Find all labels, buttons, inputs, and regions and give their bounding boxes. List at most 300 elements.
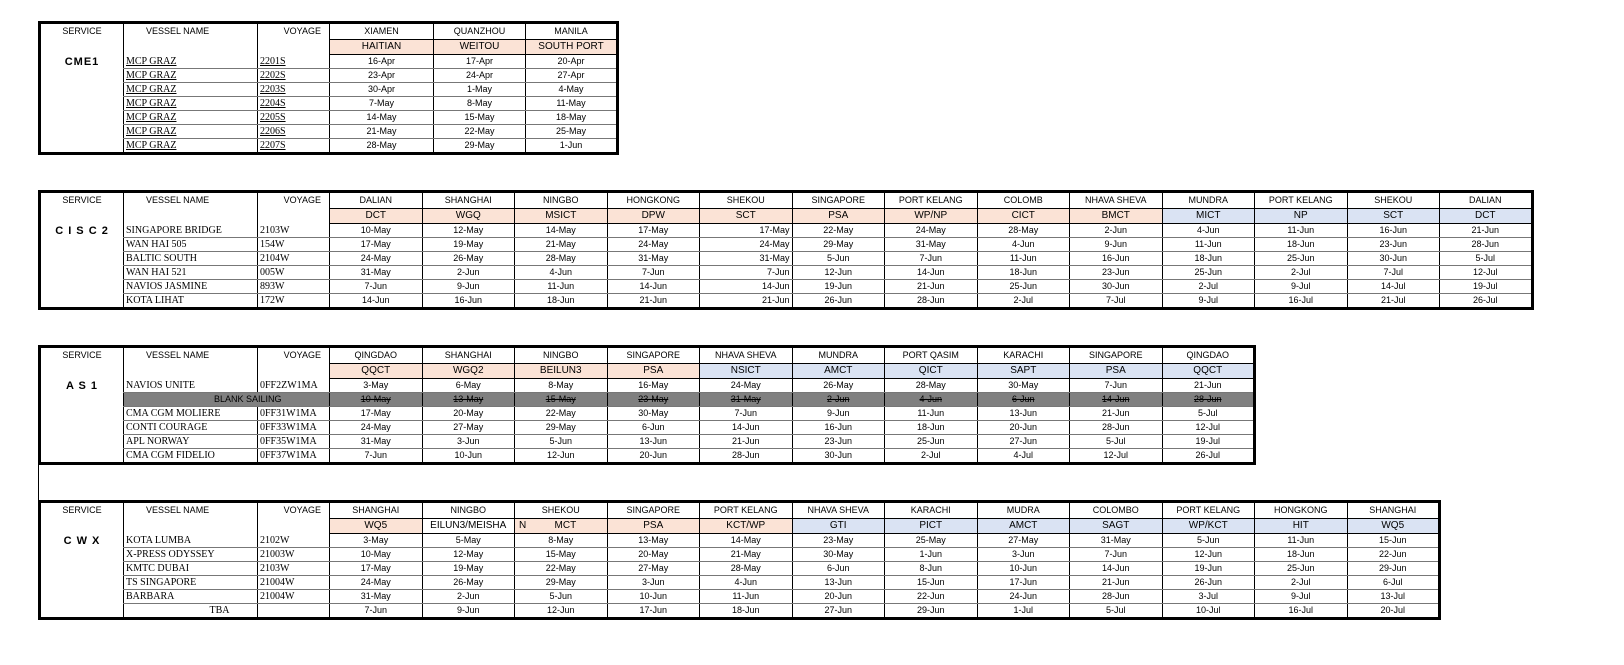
terminal-label: WEITOU [459, 41, 500, 52]
eta-date: 12-Jun [1162, 548, 1255, 562]
service-header: SERVICE [40, 502, 124, 534]
terminal-name [1162, 209, 1255, 224]
terminal-label: PSA [643, 365, 664, 376]
vessel-row [40, 294, 1533, 309]
eta-date: 17-May [607, 224, 700, 238]
eta-date: 29-May [434, 139, 526, 154]
eta-date: 14-Jun [1070, 393, 1163, 407]
voyage-number: 21003W [258, 548, 330, 562]
eta-date: 28-May [977, 224, 1070, 238]
vessel-name: X-PRESS ODYSSEY [124, 548, 258, 562]
eta-date: 5-Jul [1162, 407, 1255, 421]
vessel-name: MCP GRAZ [124, 125, 258, 139]
eta-date: 22-May [792, 224, 885, 238]
eta-date: 17-Apr [434, 55, 526, 69]
eta-date: 25-May [526, 125, 618, 139]
eta-date: 18-Jun [1162, 252, 1255, 266]
terminal-label: BMCT [1101, 210, 1130, 221]
eta-date: 5-Jun [515, 590, 608, 604]
eta-date: 12-Jul [1070, 449, 1163, 464]
port-name: QINGDAO [330, 347, 423, 364]
eta-date: 2-Jun [1070, 224, 1163, 238]
eta-date: 19-Jul [1162, 435, 1255, 449]
eta-date: 20-May [607, 548, 700, 562]
voyage-number: 2103W [258, 562, 330, 576]
port-name: DALIAN [330, 192, 423, 209]
terminal-label: WQ5 [1381, 520, 1405, 531]
eta-date: 13-Jun [977, 407, 1070, 421]
terminal-name [330, 209, 423, 224]
terminal-name [700, 364, 793, 379]
vessel-row [40, 379, 1255, 393]
vessel-row [40, 449, 1255, 464]
eta-date: 24-May [330, 576, 423, 590]
eta-date: 28-Jun [1070, 421, 1163, 435]
eta-date: 3-May [330, 534, 423, 548]
eta-date: 6-May [422, 379, 515, 393]
eta-date: 14-Jun [885, 266, 978, 280]
eta-date: 12-Jun [515, 604, 608, 619]
port-name: SHEKOU [515, 502, 608, 519]
eta-date: 12-Jun [792, 266, 885, 280]
eta-date: 30-May [977, 379, 1070, 393]
eta-date: 18-Jun [885, 421, 978, 435]
vessel-row [40, 139, 618, 154]
eta-date: 31-May [330, 435, 423, 449]
eta-date: 28-Jun [700, 449, 793, 464]
eta-date: 21-May [515, 238, 608, 252]
eta-date: 12-Jun [515, 449, 608, 464]
terminal-label: NSICT [730, 365, 761, 376]
eta-date: 23-May [607, 393, 700, 407]
eta-date: 20-Jun [792, 590, 885, 604]
eta-date: 22-Jun [1347, 548, 1440, 562]
vessel-row [40, 435, 1255, 449]
eta-date: 28-Jun [1162, 393, 1255, 407]
vessel-name: SINGAPORE BRIDGE [124, 224, 258, 238]
eta-date: 30-Jun [1347, 252, 1440, 266]
service-header: SERVICE [40, 23, 124, 55]
eta-date: 11-Jun [1255, 534, 1348, 548]
eta-date: 11-Jun [977, 252, 1070, 266]
eta-date: 24-May [330, 421, 423, 435]
eta-date: 6-Jul [1347, 576, 1440, 590]
eta-date: 30-May [792, 548, 885, 562]
eta-date: 7-Jul [1347, 266, 1440, 280]
terminal-name [792, 209, 885, 224]
eta-date: 2-Jun [422, 590, 515, 604]
eta-date: 16-Jul [1255, 294, 1348, 309]
eta-date: 12-May [422, 224, 515, 238]
eta-date: 5-Jun [1162, 534, 1255, 548]
vessel-name: KOTA LIHAT [124, 294, 258, 309]
terminal-name [515, 209, 608, 224]
eta-date: 21-Jul [1347, 294, 1440, 309]
eta-date: 19-May [422, 238, 515, 252]
eta-date: 13-Jun [792, 576, 885, 590]
terminal-label: WGQ [455, 210, 481, 221]
eta-date: 10-May [330, 548, 423, 562]
eta-date: 17-Jun [607, 604, 700, 619]
schedule-table-cwx [38, 500, 1441, 620]
eta-date: 27-May [977, 534, 1070, 548]
vessel-row [40, 252, 1533, 266]
eta-date: 13-May [422, 393, 515, 407]
eta-date: 14-May [515, 224, 608, 238]
port-name: PORT QASIM [885, 347, 978, 364]
eta-date: 10-May [330, 224, 423, 238]
eta-date: 29-May [792, 238, 885, 252]
vessel-name: CONTI COURAGE [124, 421, 258, 435]
eta-date: 25-Jun [1255, 562, 1348, 576]
terminal-label: WP/NP [914, 210, 948, 221]
eta-date: 7-Jun [607, 266, 700, 280]
terminal-name [330, 40, 434, 55]
port-name: SHANGHAI [330, 502, 423, 519]
eta-date: 20-Jun [977, 421, 1070, 435]
vessel-row [40, 548, 1440, 562]
port-name: SINGAPORE [1070, 347, 1163, 364]
eta-date: 5-Jun [515, 435, 608, 449]
eta-date: 15-May [515, 548, 608, 562]
eta-date: 31-May [700, 393, 793, 407]
eta-date: 15-Jun [1347, 534, 1440, 548]
eta-date: 28-Jun [1440, 238, 1533, 252]
terminal-label: DCT [1474, 210, 1496, 221]
eta-date: 21-Jun [1070, 407, 1163, 421]
service-code: A S 1 [40, 379, 124, 464]
terminal-name [607, 519, 700, 534]
vessel-name-header: VESSEL NAME [124, 502, 258, 534]
terminal-name [885, 209, 978, 224]
terminal-name [607, 364, 700, 379]
eta-date: 17-May [330, 407, 423, 421]
eta-date: 21-Jun [1162, 379, 1255, 393]
terminal-label: PSA [828, 210, 849, 221]
eta-date: 3-Jun [977, 548, 1070, 562]
terminal-name [700, 209, 793, 224]
eta-date: 14-May [700, 534, 793, 548]
terminal-name [1255, 519, 1348, 534]
service-code: CME1 [40, 55, 124, 154]
eta-date: 30-Jun [1070, 280, 1163, 294]
eta-date: 3-Jun [607, 576, 700, 590]
eta-date: 11-Jun [515, 280, 608, 294]
voyage-number: 2104W [258, 252, 330, 266]
terminal-label: NP [1293, 210, 1308, 221]
terminal-label: GTI [829, 520, 847, 531]
eta-date: 2-Jun [422, 266, 515, 280]
vessel-row [40, 266, 1533, 280]
voyage-header: VOYAGE [258, 502, 330, 534]
eta-date: 24-May [607, 238, 700, 252]
voyage-number: 0FF35W1MA [258, 435, 330, 449]
eta-date: 3-Jun [422, 435, 515, 449]
eta-date: 4-Jun [885, 393, 978, 407]
voyage-number: 2202S [258, 69, 330, 83]
port-name: COLOMBO [1070, 502, 1163, 519]
eta-date: 11-Jun [700, 590, 793, 604]
terminal-name [434, 40, 526, 55]
voyage-number: 2103W [258, 224, 330, 238]
eta-date: 26-May [792, 379, 885, 393]
terminal-name [526, 40, 618, 55]
eta-date: 15-May [515, 393, 608, 407]
eta-date: 21-Jun [700, 435, 793, 449]
eta-date: 27-Jun [792, 604, 885, 619]
eta-date: 5-Jul [1070, 604, 1163, 619]
terminal-name [792, 519, 885, 534]
vessel-name-header: VESSEL NAME [124, 347, 258, 379]
header-row [40, 23, 618, 40]
port-name: NHAVA SHEVA [1070, 192, 1163, 209]
eta-date: 5-Jul [1440, 252, 1533, 266]
vessel-row [40, 407, 1255, 421]
eta-date: 10-Jun [607, 590, 700, 604]
eta-date: 5-Jul [1070, 435, 1163, 449]
eta-date: 24-Apr [434, 69, 526, 83]
eta-date: 18-Jun [1255, 238, 1348, 252]
terminal-prefix: N [519, 520, 527, 531]
port-name: COLOMB [977, 192, 1070, 209]
voyage-number: 172W [258, 294, 330, 309]
eta-date: 19-Jul [1440, 280, 1533, 294]
port-name: NINGBO [515, 347, 608, 364]
terminal-label: WGQ2 [452, 365, 484, 376]
voyage-number: 0FF2ZW1MA [258, 379, 330, 393]
eta-date: 31-May [885, 238, 978, 252]
terminal-name [422, 209, 515, 224]
terminal-name [515, 364, 608, 379]
voyage-number: 893W [258, 280, 330, 294]
eta-date: 18-Jun [515, 294, 608, 309]
terminal-name [422, 364, 515, 379]
terminal-label: PSA [643, 520, 664, 531]
eta-date: 8-Jun [885, 562, 978, 576]
eta-date: 31-May [1070, 534, 1163, 548]
terminal-name [977, 364, 1070, 379]
eta-date: 2-Jul [885, 449, 978, 464]
eta-date: 25-Jun [1162, 266, 1255, 280]
eta-date: 17-May [330, 238, 423, 252]
eta-date: 11-Jun [885, 407, 978, 421]
eta-date: 4-May [526, 83, 618, 97]
schedule-table-as1 [38, 345, 1256, 465]
terminal-name [977, 519, 1070, 534]
eta-date: 7-Jun [885, 252, 978, 266]
vessel-row [40, 55, 618, 69]
eta-date: 21-Jun [1440, 224, 1533, 238]
divider-line [38, 460, 39, 500]
eta-date: 13-May [607, 534, 700, 548]
terminal-label: PICT [919, 520, 943, 531]
eta-date: 28-May [330, 139, 434, 154]
eta-date: 7-Jun [700, 266, 793, 280]
terminal-label: KCT/WP [726, 520, 766, 531]
terminal-label: PSA [1105, 365, 1126, 376]
eta-date: 9-Jun [792, 407, 885, 421]
eta-date: 19-May [422, 562, 515, 576]
terminal-name [1162, 364, 1255, 379]
terminal-label: DCT [365, 210, 387, 221]
terminal-label: DPW [641, 210, 665, 221]
terminal-label: AMCT [1009, 520, 1038, 531]
eta-date: 10-May [330, 393, 423, 407]
terminal-label: QQCT [1193, 365, 1223, 376]
voyage-number: 2205S [258, 111, 330, 125]
service-code: C W X [40, 534, 124, 619]
vessel-name: APL NORWAY [124, 435, 258, 449]
port-name: KARACHI [977, 347, 1070, 364]
vessel-name: WAN HAI 521 [124, 266, 258, 280]
eta-date: 30-Jun [792, 449, 885, 464]
vessel-name: CMA CGM MOLIERE [124, 407, 258, 421]
port-name: MUNDRA [1162, 192, 1255, 209]
eta-date: 15-May [434, 111, 526, 125]
vessel-row [40, 534, 1440, 548]
port-name: PORT KELANG [1162, 502, 1255, 519]
header-row [40, 502, 1440, 519]
voyage-header: VOYAGE [258, 23, 330, 55]
terminal-name [700, 519, 793, 534]
vessel-name: MCP GRAZ [124, 83, 258, 97]
eta-date: 2-Jul [1162, 280, 1255, 294]
vessel-name: MCP GRAZ [124, 55, 258, 69]
terminal-label: SCT [1383, 210, 1404, 221]
eta-date: 10-Jun [977, 562, 1070, 576]
eta-date: 24-Jun [977, 590, 1070, 604]
eta-date: 21-May [330, 125, 434, 139]
terminal-label: CICT [1011, 210, 1035, 221]
eta-date: 11-Jun [1162, 238, 1255, 252]
terminal-name [1255, 209, 1348, 224]
eta-date: 2-Jun [792, 393, 885, 407]
eta-date: 4-Jun [1162, 224, 1255, 238]
vessel-name: KOTA LUMBA [124, 534, 258, 548]
vessel-name-header: VESSEL NAME [124, 23, 258, 55]
terminal-name [607, 209, 700, 224]
eta-date: 20-Jun [607, 449, 700, 464]
eta-date: 10-Jun [422, 449, 515, 464]
eta-date: 7-May [330, 97, 434, 111]
voyage-number: 2201S [258, 55, 330, 69]
eta-date: 8-May [434, 97, 526, 111]
eta-date: 16-Apr [330, 55, 434, 69]
eta-date: 14-May [330, 111, 434, 125]
eta-date: 14-Jun [330, 294, 423, 309]
terminal-name [885, 519, 978, 534]
port-name: HONGKONG [607, 192, 700, 209]
vessel-row [40, 224, 1533, 238]
eta-date: 9-Jun [1070, 238, 1163, 252]
port-name: PORT KELANG [700, 502, 793, 519]
eta-date: 12-Jul [1440, 266, 1533, 280]
eta-date: 4-Jun [700, 576, 793, 590]
terminal-name [515, 519, 608, 534]
vessel-row [40, 69, 618, 83]
eta-date: 23-Jun [792, 435, 885, 449]
voyage-number: 0FF33W1MA [258, 421, 330, 435]
eta-date: 7-Jun [700, 407, 793, 421]
vessel-row [40, 83, 618, 97]
port-name: DALIAN [1440, 192, 1533, 209]
voyage-number: 21004W [258, 590, 330, 604]
vessel-row [40, 562, 1440, 576]
terminal-label: WP/KCT [1188, 520, 1228, 531]
eta-date: 9-Jul [1162, 294, 1255, 309]
terminal-name [792, 364, 885, 379]
header-row [40, 347, 1255, 364]
vessel-row [40, 111, 618, 125]
vessel-name: MCP GRAZ [124, 69, 258, 83]
voyage-header: VOYAGE [258, 192, 330, 224]
eta-date: 26-Jun [1162, 576, 1255, 590]
eta-date: 7-Jun [330, 604, 423, 619]
eta-date: 7-Jun [1070, 379, 1163, 393]
terminal-label: EILUN3/MEISHA [430, 520, 507, 531]
eta-date: 28-Jun [885, 294, 978, 309]
eta-date: 16-May [607, 379, 700, 393]
port-name: SHEKOU [700, 192, 793, 209]
vessel-name: TBA [124, 604, 258, 619]
voyage-number: 2102W [258, 534, 330, 548]
eta-date: 7-Jul [1070, 294, 1163, 309]
eta-date: 16-Jun [1347, 224, 1440, 238]
port-name: SINGAPORE [792, 192, 885, 209]
port-name: PORT KELANG [885, 192, 978, 209]
eta-date: 10-Jul [1162, 604, 1255, 619]
eta-date: 21-Jun [607, 294, 700, 309]
voyage-number: 0FF31W1MA [258, 407, 330, 421]
eta-date: 25-May [885, 534, 978, 548]
eta-date: 22-May [515, 562, 608, 576]
port-name: SHANGHAI [422, 192, 515, 209]
eta-date: 4-Jun [515, 266, 608, 280]
terminal-label: AMCT [824, 365, 853, 376]
eta-date: 1-May [434, 83, 526, 97]
eta-date: 22-May [434, 125, 526, 139]
eta-date: 5-Jun [792, 252, 885, 266]
service-header: SERVICE [40, 192, 124, 224]
port-name: SHEKOU [1347, 192, 1440, 209]
port-name: SINGAPORE [607, 502, 700, 519]
eta-date: 2-Jul [1255, 576, 1348, 590]
vessel-name: MCP GRAZ [124, 97, 258, 111]
terminal-name [1070, 364, 1163, 379]
eta-date: 24-May [330, 252, 423, 266]
blank-sailing-row [40, 393, 1255, 407]
eta-date: 6-Jun [607, 421, 700, 435]
eta-date: 12-May [422, 548, 515, 562]
eta-date: 20-May [422, 407, 515, 421]
schedule-table-cme1 [38, 21, 619, 155]
vessel-row [40, 125, 618, 139]
eta-date: 18-May [526, 111, 618, 125]
terminal-name [1162, 519, 1255, 534]
terminal-name [1347, 209, 1440, 224]
eta-date: 14-Jul [1347, 280, 1440, 294]
eta-date: 6-Jun [977, 393, 1070, 407]
eta-date: 2-Jul [977, 294, 1070, 309]
eta-date: 5-May [422, 534, 515, 548]
vessel-name: BALTIC SOUTH [124, 252, 258, 266]
eta-date: 14-Jun [700, 280, 793, 294]
port-name: MANILA [526, 23, 618, 40]
port-name: NHAVA SHEVA [700, 347, 793, 364]
terminal-label: MSICT [545, 210, 577, 221]
terminal-label: WQ5 [364, 520, 388, 531]
voyage-number: 0FF37W1MA [258, 449, 330, 464]
